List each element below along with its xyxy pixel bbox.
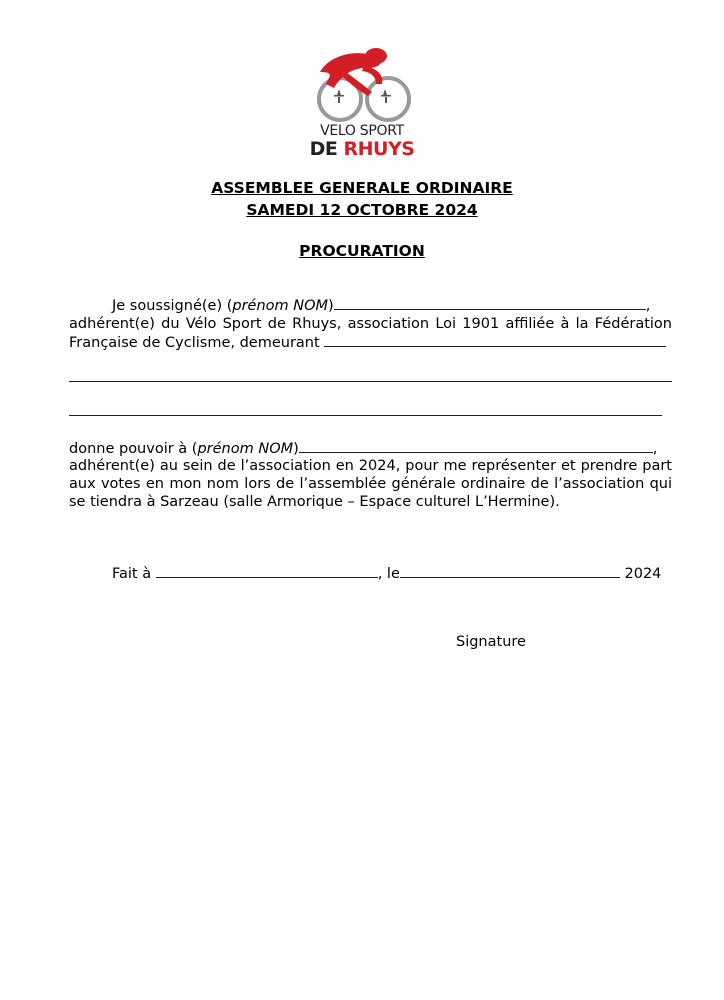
name-field-1[interactable]: [334, 296, 646, 310]
para2-line3: aux votes en mon nom lors de l’assemblée générale ordinaire de l’association qui: [69, 476, 672, 492]
address-field-1[interactable]: [324, 333, 666, 347]
logo-text-de: DE: [309, 138, 338, 160]
title-date: SAMEDI 12 OCTOBRE 2024: [246, 201, 478, 219]
signature-label: Signature: [456, 634, 526, 650]
logo-text-velo-sport: VELO SPORT: [320, 123, 404, 139]
para2-line2: adhérent(e) au sein de l’association en 2024, pour me représenter et prendre part: [69, 458, 672, 474]
title-procuration: PROCURATION: [299, 242, 425, 260]
address-field-3[interactable]: [69, 415, 662, 416]
title-assemblee: ASSEMBLEE GENERALE ORDINAIRE: [211, 179, 513, 197]
para2-comma: ,: [652, 441, 658, 457]
fait-line: [112, 564, 661, 583]
para1-italic: prénom NOM: [232, 298, 329, 314]
place-field[interactable]: [156, 564, 378, 578]
para1-line1: [112, 296, 650, 315]
para2-paren: ): [293, 441, 299, 457]
fait-label: Fait à: [112, 566, 152, 582]
para1-demeurant: Française de Cyclisme, demeurant: [69, 335, 320, 351]
logo-text-rhuys: RHUYS: [343, 138, 415, 160]
proxy-name-field[interactable]: [299, 439, 653, 453]
para1-line2: adhérent(e) du Vélo Sport de Rhuys, association Loi 1901 affiliée à la Fédération: [69, 316, 672, 332]
para1-comma: ,: [645, 298, 651, 314]
logo-text-de-rhuys: [306, 139, 418, 159]
para1-line3: [69, 333, 666, 352]
para2-line1: [69, 439, 657, 458]
cyclist-logo-icon: [306, 44, 418, 124]
para1-paren: ): [328, 298, 334, 314]
le-label: , le: [377, 566, 400, 582]
club-logo: [306, 44, 418, 160]
date-field[interactable]: [400, 564, 620, 578]
para1-text: Je soussigné(e) (: [112, 298, 233, 314]
para2-italic: prénom NOM: [197, 441, 294, 457]
para2-text: donne pouvoir à (: [69, 441, 198, 457]
para2-line4: se tiendra à Sarzeau (salle Armorique – Espace culturel L’Hermine).: [69, 494, 560, 510]
year-label: 2024: [624, 566, 662, 582]
address-field-2[interactable]: [69, 381, 672, 382]
